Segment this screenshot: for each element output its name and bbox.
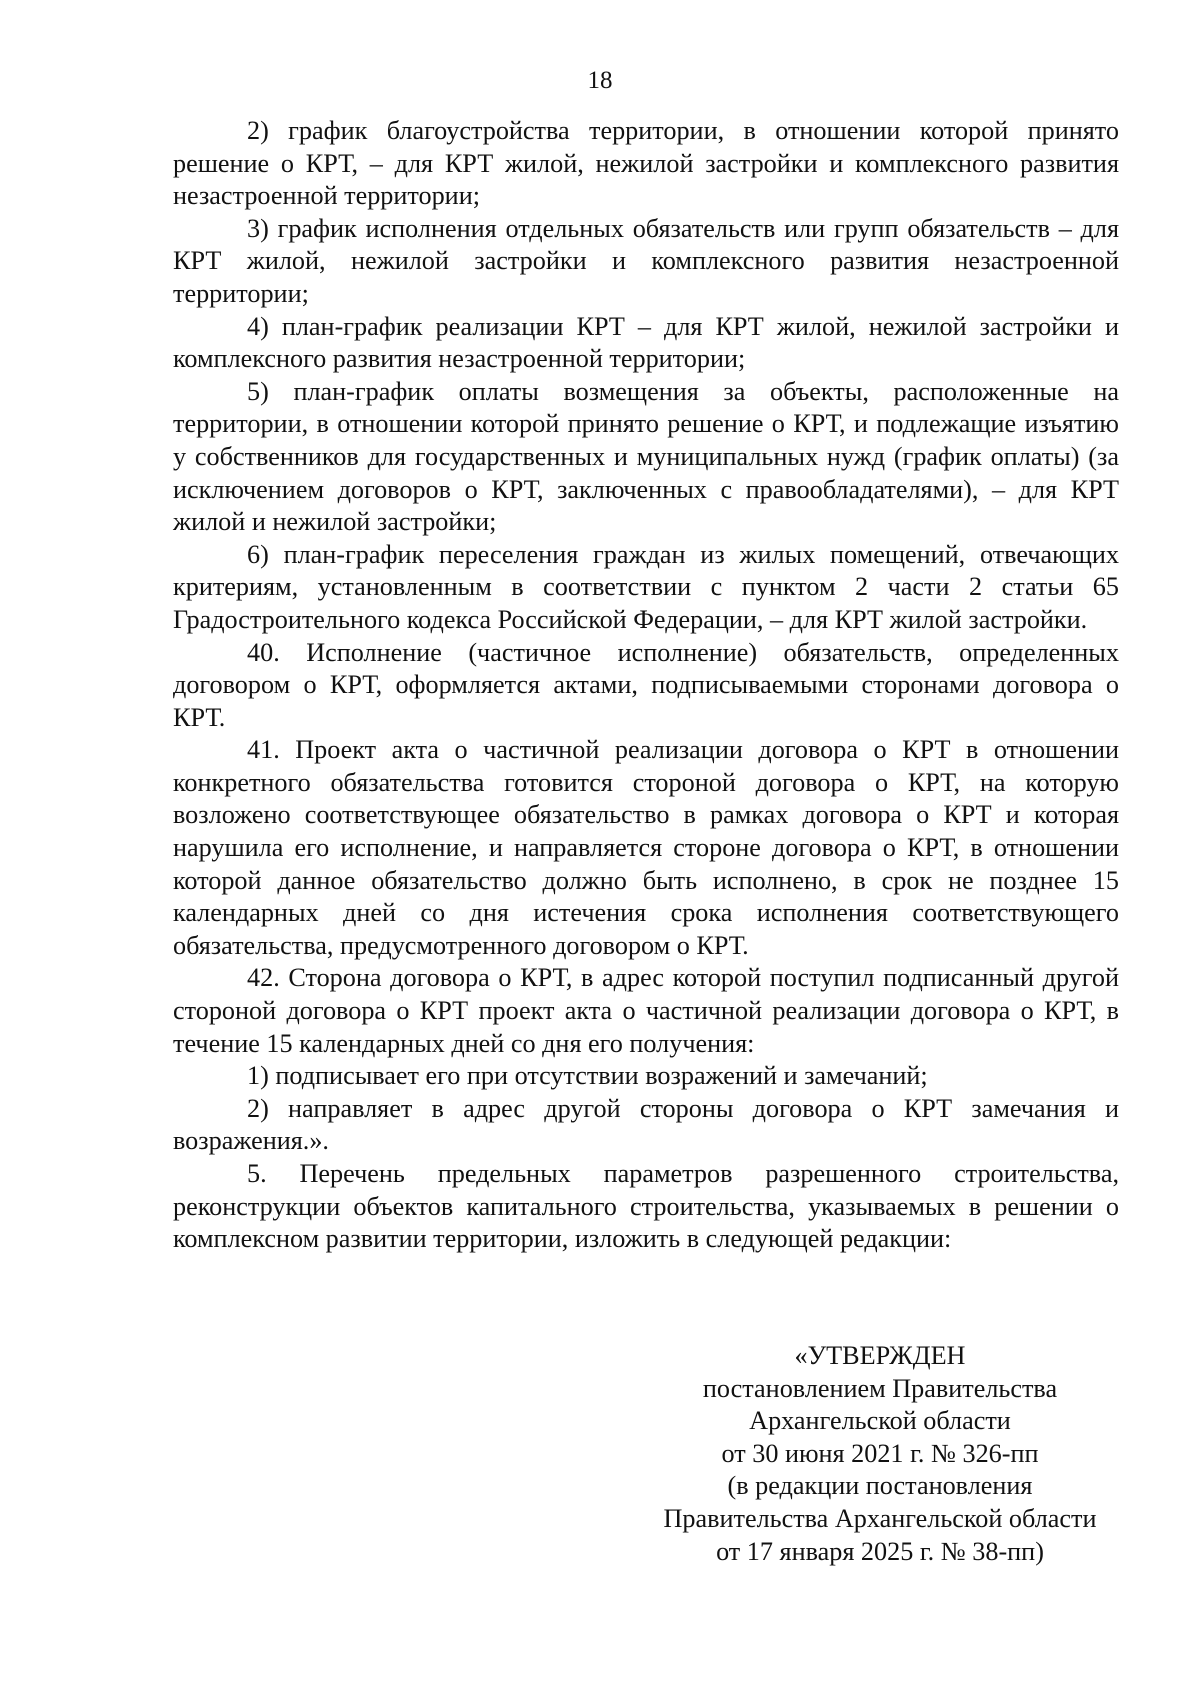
approval-line-date-1: от 30 июня 2021 г. № 326-пп bbox=[721, 1438, 1039, 1468]
paragraph-clause-42: 42. Сторона договора о КРТ, в адрес которой поступил подписанный другой стороной договора о КРТ проект акта о частичной реализации договора о КРТ, в течение 15 календарных дней со дня его получения: bbox=[173, 963, 1119, 1058]
approval-stamp-block bbox=[600, 1340, 1160, 1568]
paragraph-item-5-compensation-plan: 5) план-график оплаты возмещения за объекты, расположенные на территории, в отношении которой принято решение о КРТ, и подлежащие изъятию у собственников для государственных и муниципальных нужд (график оплаты) (за исключением договоров о КРТ, заключенных с правообладателями), – для КРТ жилой и нежилой застройки; bbox=[173, 376, 1119, 537]
paragraph-item-3-obligations-schedule: 3) график исполнения отдельных обязательств или групп обязательств – для КРТ жилой, нежилой застройки и комплексного развития незастроенной территории; bbox=[173, 213, 1119, 308]
approval-line-region: Архангельской области bbox=[749, 1406, 1011, 1436]
page-number: 18 bbox=[587, 67, 613, 94]
approval-line-date-2: от 17 января 2025 г. № 38-пп) bbox=[716, 1536, 1044, 1566]
approval-line-revision: (в редакции постановления bbox=[727, 1471, 1033, 1501]
paragraph-item-6-resettlement-plan: 6) план-график переселения граждан из жилых помещений, отвечающих критериям, установленным в соответствии с пунктом 2 части 2 статьи 65 Градостроительного кодекса Российской Федерации, – для КРТ жилой застройки. bbox=[173, 539, 1119, 634]
paragraph-clause-42-item-2: 2) направляет в адрес другой стороны договора о КРТ замечания и возражения.». bbox=[173, 1093, 1119, 1156]
paragraph-point-5: 5. Перечень предельных параметров разрешенного строительства, реконструкции объектов капитального строительства, указываемых в решении о комплексном развитии территории, изложить в следующей редакции: bbox=[173, 1159, 1119, 1254]
document-body bbox=[173, 115, 1119, 1256]
approval-line-government: Правительства Архангельской области bbox=[663, 1503, 1097, 1533]
approval-line-approved: «УТВЕРЖДЕН bbox=[794, 1341, 966, 1370]
paragraph-clause-40: 40. Исполнение (частичное исполнение) обязательств, определенных договором о КРТ, оформляется актами, подписываемыми сторонами договора о КРТ. bbox=[173, 637, 1119, 732]
paragraph-clause-42-item-1: 1) подписывает его при отсутствии возражений и замечаний; bbox=[247, 1061, 928, 1091]
paragraph-item-4-implementation-plan: 4) план-график реализации КРТ – для КРТ жилой, нежилой застройки и комплексного развития незастроенной территории; bbox=[173, 311, 1119, 374]
paragraph-item-2-landscaping-schedule: 2) график благоустройства территории, в отношении которой принято решение о КРТ, – для КРТ жилой, нежилой застройки и комплексного развития незастроенной территории; bbox=[173, 116, 1119, 211]
approval-line-resolution: постановлением Правительства bbox=[702, 1373, 1058, 1403]
paragraph-clause-41: 41. Проект акта о частичной реализации договора о КРТ в отношении конкретного обязательства готовится стороной договора о КРТ, на которую возложено соответствующее обязательство в рамках договора о КРТ и которая нарушила его исполнение, и направляется стороне договора о КРТ, в отношении которой данное обязательство должно быть исполнено, в срок не позднее 15 календарных дней со дня истечения срока исполнения соответствующего обязательства, предусмотренного договором о КРТ. bbox=[173, 735, 1119, 960]
